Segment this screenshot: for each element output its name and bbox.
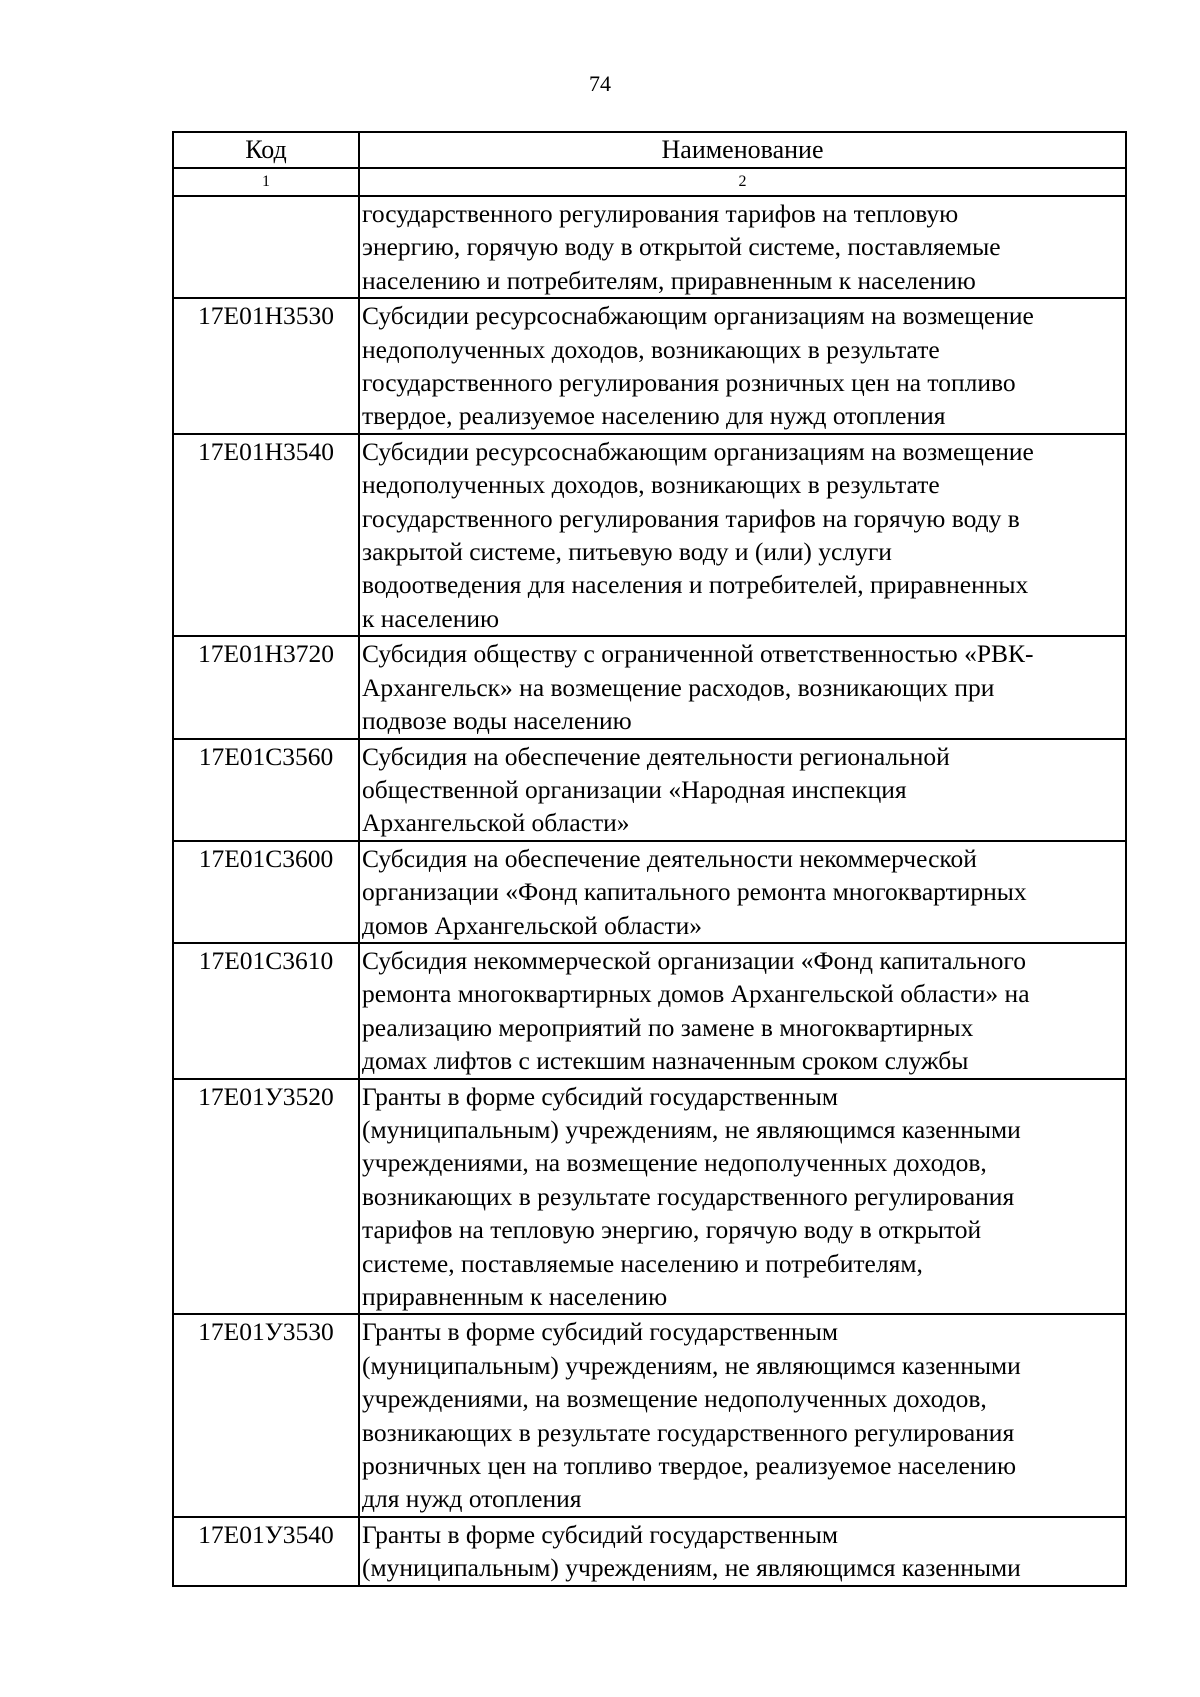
name-line: недополученных доходов, возникающих в результате <box>362 470 940 500</box>
name-line: водоотведения для населения и потребителей, приравненных <box>362 570 1029 600</box>
budget-code-table <box>172 131 1127 1587</box>
table-row <box>173 1314 1126 1516</box>
name-line: Гранты в форме субсидий государственным <box>362 1081 838 1111</box>
code-cell <box>173 196 359 298</box>
name-line: домах лифтов с истекшим назначенным сроком службы <box>362 1046 969 1076</box>
name-line: системе, поставляемые населению и потребителям, <box>362 1248 923 1278</box>
name-line: Субсидия обществу с ограниченной ответственностью «РВК- <box>362 639 1034 669</box>
table-row <box>173 434 1126 636</box>
table-row <box>173 298 1126 434</box>
name-cell <box>359 298 1126 434</box>
name-line: энергию, горячую воду в открытой системе, поставляемые <box>362 232 1001 262</box>
name-line: возникающих в результате государственного регулирования <box>362 1181 1015 1211</box>
table-row <box>173 841 1126 943</box>
name-line: Субсидия некоммерческой организации «Фонд капитального <box>362 945 1026 975</box>
name-line: твердое, реализуемое населению для нужд отопления <box>362 401 946 431</box>
name-line: розничных цен на топливо твердое, реализуемое населению <box>362 1451 1017 1481</box>
name-cell <box>359 1314 1126 1516</box>
name-line: учреждениями, на возмещение недополученных доходов, <box>362 1384 987 1414</box>
name-line: Архангельск» на возмещение расходов, возникающих при <box>362 672 995 702</box>
name-cell <box>359 943 1126 1079</box>
page-number: 74 <box>589 71 611 96</box>
name-line: подвозе воды населению <box>362 706 632 736</box>
table-header-row <box>173 132 1126 168</box>
name-cell <box>359 739 1126 841</box>
name-cell <box>359 434 1126 636</box>
name-line: Субсидии ресурсоснабжающим организациям на возмещение <box>362 436 1034 466</box>
name-line: общественной организации «Народная инспекция <box>362 774 907 804</box>
name-line: домов Архангельской области» <box>362 910 703 940</box>
code-cell: 17Е01Н3530 <box>173 298 359 434</box>
table-row <box>173 196 1126 298</box>
name-line: Гранты в форме субсидий государственным <box>362 1317 838 1347</box>
name-line: закрытой системе, питьевую воду и (или) услуги <box>362 537 892 567</box>
code-cell: 17Е01У3530 <box>173 1314 359 1516</box>
code-cell: 17Е01У3520 <box>173 1079 359 1315</box>
table-row <box>173 636 1126 738</box>
name-line: недополученных доходов, возникающих в результате <box>362 334 940 364</box>
name-cell <box>359 1517 1126 1586</box>
code-cell: 17Е01Н3720 <box>173 636 359 738</box>
name-line: (муниципальным) учреждениям, не являющимся казенными <box>362 1350 1021 1380</box>
name-line: Гранты в форме субсидий государственным <box>362 1519 838 1549</box>
column-number-1: 1 <box>173 168 359 196</box>
code-cell: 17Е01С3560 <box>173 739 359 841</box>
name-line: учреждениями, на возмещение недополученных доходов, <box>362 1148 987 1178</box>
name-line: возникающих в результате государственного регулирования <box>362 1417 1015 1447</box>
name-line: реализацию мероприятий по замене в многоквартирных <box>362 1012 974 1042</box>
name-line: ремонта многоквартирных домов Архангельской области» на <box>362 979 1030 1009</box>
header-name: Наименование <box>359 132 1126 168</box>
name-line: государственного регулирования тарифов на горячую воду в <box>362 503 1020 533</box>
name-line: Субсидия на обеспечение деятельности некоммерческой <box>362 843 977 873</box>
code-cell: 17Е01У3540 <box>173 1517 359 1586</box>
name-line: государственного регулирования розничных цен на топливо <box>362 368 1016 398</box>
column-number-row <box>173 168 1126 196</box>
code-cell: 17Е01С3600 <box>173 841 359 943</box>
name-line: организации «Фонд капитального ремонта многоквартирных <box>362 877 1027 907</box>
name-line: (муниципальным) учреждениям, не являющимся казенными <box>362 1114 1021 1144</box>
code-cell: 17Е01С3610 <box>173 943 359 1079</box>
name-line: государственного регулирования тарифов на тепловую <box>362 199 959 228</box>
name-line: приравненным к населению <box>362 1282 668 1311</box>
name-line: Субсидия на обеспечение деятельности региональной <box>362 741 950 771</box>
table-row <box>173 943 1126 1079</box>
column-number-2: 2 <box>359 168 1126 196</box>
name-cell <box>359 636 1126 738</box>
code-cell: 17Е01Н3540 <box>173 434 359 636</box>
table-row <box>173 739 1126 841</box>
name-line: тарифов на тепловую энергию, горячую воду в открытой <box>362 1215 982 1245</box>
name-cell <box>359 1079 1126 1315</box>
name-line: Субсидии ресурсоснабжающим организациям на возмещение <box>362 301 1034 331</box>
name-line: населению и потребителям, приравненным к населению <box>362 265 976 295</box>
table-row <box>173 1517 1126 1586</box>
name-line: для нужд отопления <box>362 1484 582 1514</box>
header-code: Код <box>173 132 359 168</box>
table-row <box>173 1079 1126 1315</box>
name-line: к населению <box>362 603 500 633</box>
name-cell <box>359 196 1126 298</box>
name-line: Архангельской области» <box>362 808 630 838</box>
name-line: (муниципальным) учреждениям, не являющимся казенными <box>362 1553 1021 1583</box>
name-cell <box>359 841 1126 943</box>
